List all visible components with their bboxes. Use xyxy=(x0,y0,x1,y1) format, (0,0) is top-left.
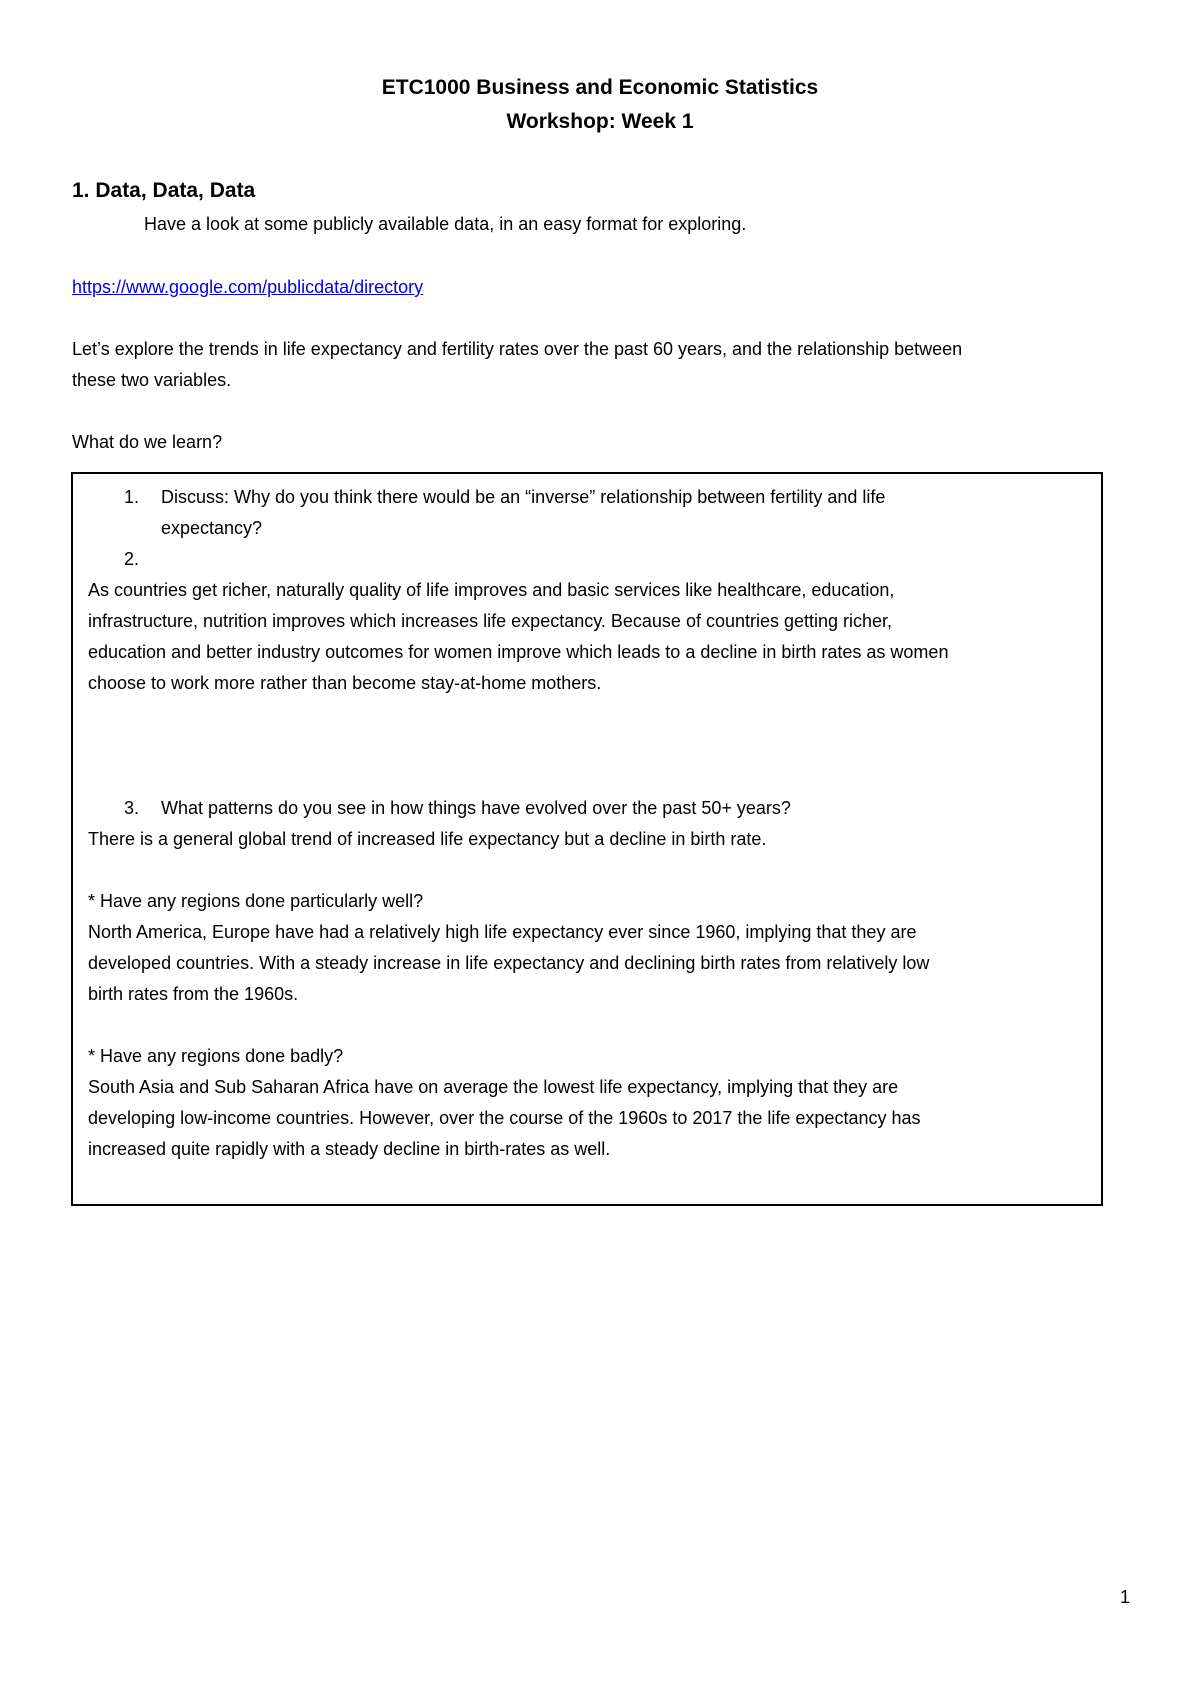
q3-text: What patterns do you see in how things have evolved over the past 50+ years? xyxy=(161,798,791,818)
intro-text: Have a look at some publicly available data, in an easy format for exploring. xyxy=(144,214,747,234)
q3-number: 3. xyxy=(124,798,140,818)
answer-1-line-4: choose to work more rather than become stay-at-home mothers. xyxy=(88,673,602,693)
q1-text-line-2: expectancy? xyxy=(161,518,263,538)
done-badly-line-2: developing low-income countries. However, over the course of the 1960s to 2017 the life expectancy has xyxy=(88,1108,921,1128)
document-subtitle: Workshop: Week 1 xyxy=(506,110,694,133)
q1-number: 1. xyxy=(124,487,140,507)
answer-1-line-3: education and better industry outcomes for women improve which leads to a decline in birth rates as women xyxy=(88,642,949,662)
page-number: 1 xyxy=(1120,1587,1131,1607)
answer-1-line-1: As countries get richer, naturally quality of life improves and basic services like healthcare, education, xyxy=(88,580,895,600)
answer-1-line-2: infrastructure, nutrition improves which increases life expectancy. Because of countries getting richer, xyxy=(88,611,893,631)
q1-text-line-1: Discuss: Why do you think there would be an “inverse” relationship between fertility and life xyxy=(161,487,886,507)
done-badly-line-3: increased quite rapidly with a steady decline in birth-rates as well. xyxy=(88,1139,611,1159)
section-heading: 1. Data, Data, Data xyxy=(72,179,256,202)
document-title: ETC1000 Business and Economic Statistics xyxy=(381,76,819,99)
done-well-line-2: developed countries. With a steady increase in life expectancy and declining birth rates from relatively low xyxy=(88,953,930,973)
done-well-line-3: birth rates from the 1960s. xyxy=(88,984,299,1004)
done-badly-line-1: South Asia and Sub Saharan Africa have on average the lowest life expectancy, implying that they are xyxy=(88,1077,899,1097)
question-text: What do we learn? xyxy=(72,432,223,452)
explore-text-line-2: these two variables. xyxy=(72,370,232,390)
explore-text-line-1: Let’s explore the trends in life expectancy and fertility rates over the past 60 years, and the relationship between xyxy=(72,339,963,359)
answer-box xyxy=(71,472,1103,1206)
done-badly-question: * Have any regions done badly? xyxy=(88,1046,344,1066)
answer-3-line: There is a general global trend of increased life expectancy but a decline in birth rate. xyxy=(88,829,767,849)
done-well-question: * Have any regions done particularly well? xyxy=(88,891,424,911)
publicdata-link[interactable]: https://www.google.com/publicdata/directory xyxy=(72,277,424,297)
q2-number: 2. xyxy=(124,549,140,569)
done-well-line-1: North America, Europe have had a relatively high life expectancy ever since 1960, implying that they are xyxy=(88,922,917,942)
